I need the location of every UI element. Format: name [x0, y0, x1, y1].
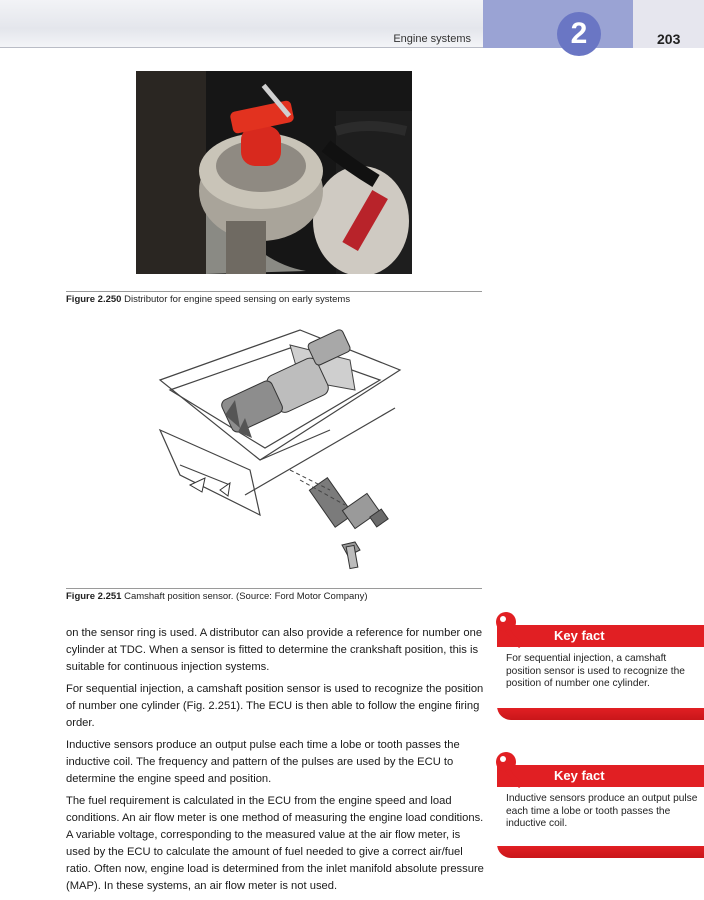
key-fact-box: [497, 765, 704, 860]
key-fact-text: Inductive sensors produce an output pulse each time a lobe or tooth passes the inductive coil.: [506, 793, 698, 829]
key-icon: [493, 751, 529, 791]
paragraph: on the sensor ring is used. A distributor can also provide a reference for number one cylinder at TDC. When a sensor is fitted to determine the crankshaft position, this is suitable for continuous injection systems.: [66, 627, 483, 673]
paragraph: The fuel requirement is calculated in the ECU from the engine speed and load conditions. An air flow meter is one method of measuring the engine load conditions. A variable voltage, corresponding to the measured value at the air flow meter, is used by the ECU to calculate the amount of fuel needed to give a correct air/fuel ratio. Often now, engine load is determined from the inlet manifold absolute pressure (MAP). In these systems, an air flow meter is not used.: [66, 795, 484, 892]
figure-number: Figure 2.251: [66, 591, 122, 602]
camshaft-sensor-diagram: [150, 320, 410, 580]
distributor-photo: [136, 71, 412, 274]
page-number: 203: [657, 31, 681, 47]
section-title: Engine systems: [393, 33, 471, 45]
key-icon: [493, 611, 529, 651]
figure-caption: [66, 591, 368, 602]
key-fact-text: For sequential injection, a camshaft position sensor is used to recognize the position of number one cylinder.: [506, 653, 685, 689]
key-fact-title: Key fact: [554, 628, 605, 643]
key-fact-box: [497, 625, 704, 720]
figure-caption-text: Distributor for engine speed sensing on early systems: [124, 294, 351, 305]
figure-rule: [66, 291, 482, 292]
header-rule: [0, 47, 483, 48]
paragraph: For sequential injection, a camshaft position sensor is used to recognize the position of number one cylinder (Fig. 2.251). The ECU is then able to follow the engine firing order.: [66, 683, 484, 729]
figure-caption: [66, 294, 350, 305]
chapter-badge: 2: [557, 12, 601, 56]
figure-number: Figure 2.250: [66, 294, 122, 305]
paragraph: Inductive sensors produce an output pulse each time a lobe or tooth passes the inductive coil. The frequency and pattern of the pulses are used by the ECU to determine the engine speed and position.: [66, 739, 460, 785]
key-fact-footer: [497, 838, 704, 858]
figure-rule: [66, 588, 482, 589]
key-fact-footer: [497, 700, 704, 720]
figure-caption-text: Camshaft position sensor. (Source: Ford Motor Company): [124, 591, 368, 602]
key-fact-title: Key fact: [554, 768, 605, 783]
body-text: [66, 625, 486, 900]
